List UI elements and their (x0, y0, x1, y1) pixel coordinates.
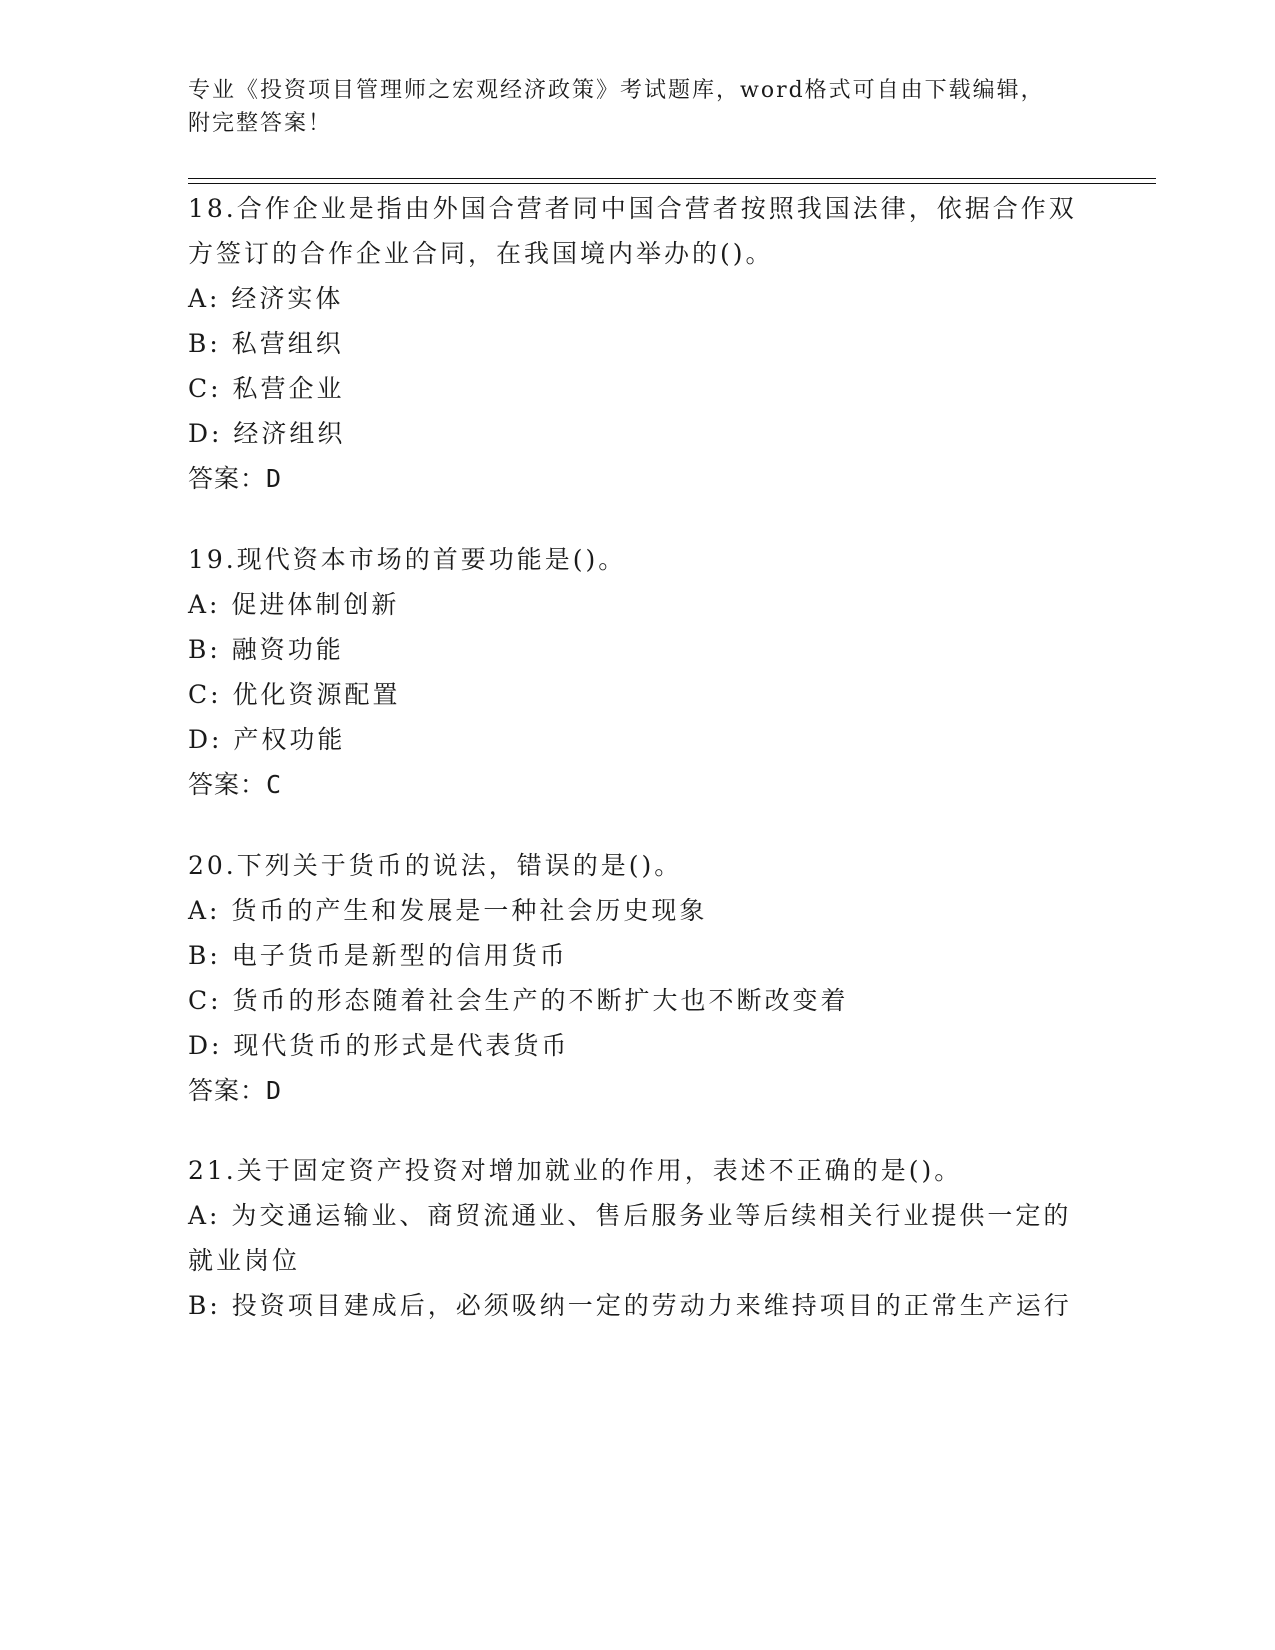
header-line-2: 附完整答案！ (188, 111, 333, 136)
answer-value: D (266, 1076, 283, 1105)
option-a: A: 促进体制创新 (188, 590, 400, 619)
answer-line (188, 762, 1088, 808)
question-19 (188, 537, 1088, 808)
option-c: C: 货币的形态随着社会生产的不断扩大也不断改变着 (188, 986, 849, 1015)
question-stem: 19.现代资本市场的首要功能是()。 (188, 545, 627, 574)
option-b: B: 投资项目建成后，必须吸纳一定的劳动力来维持项目的正常生产运行 (188, 1291, 1072, 1320)
document-header (188, 74, 1088, 140)
option-a: A: 货币的产生和发展是一种社会历史现象 (188, 896, 708, 925)
header-line-1: 专业《投资项目管理师之宏观经济政策》考试题库，word格式可自由下载编辑， (188, 78, 1045, 103)
question-20 (188, 843, 1088, 1114)
option-a: A: 经济实体 (188, 284, 344, 313)
option-b: B: 私营组织 (188, 329, 344, 358)
option-a: A: 为交通运输业、商贸流通业、售后服务业等后续相关行业提供一定的就业岗位 (188, 1201, 1072, 1275)
answer-label: 答案： (188, 770, 267, 799)
header-divider-top (188, 178, 1156, 179)
answer-value: D (266, 464, 283, 493)
option-c: C: 优化资源配置 (188, 680, 401, 709)
question-21 (188, 1148, 1088, 1328)
answer-value: C (266, 770, 283, 799)
answer-line (188, 456, 1088, 502)
option-c: C: 私营企业 (188, 374, 345, 403)
option-d: D: 现代货币的形式是代表货币 (188, 1031, 570, 1060)
question-stem: 18.合作企业是指由外国合营者同中国合营者按照我国法律，依据合作双方签订的合作企业合同，在我国境内举办的()。 (188, 194, 1077, 268)
answer-label: 答案： (188, 1076, 267, 1105)
option-b: B: 电子货币是新型的信用货币 (188, 941, 568, 970)
option-b: B: 融资功能 (188, 635, 344, 664)
option-d: D: 经济组织 (188, 419, 346, 448)
header-divider-bottom (188, 183, 1156, 184)
question-stem: 21.关于固定资产投资对增加就业的作用，表述不正确的是()。 (188, 1156, 963, 1185)
option-d: D: 产权功能 (188, 725, 346, 754)
question-18 (188, 186, 1088, 502)
answer-line (188, 1068, 1088, 1114)
answer-label: 答案： (188, 464, 267, 493)
question-stem: 20.下列关于货币的说法，错误的是()。 (188, 851, 683, 880)
